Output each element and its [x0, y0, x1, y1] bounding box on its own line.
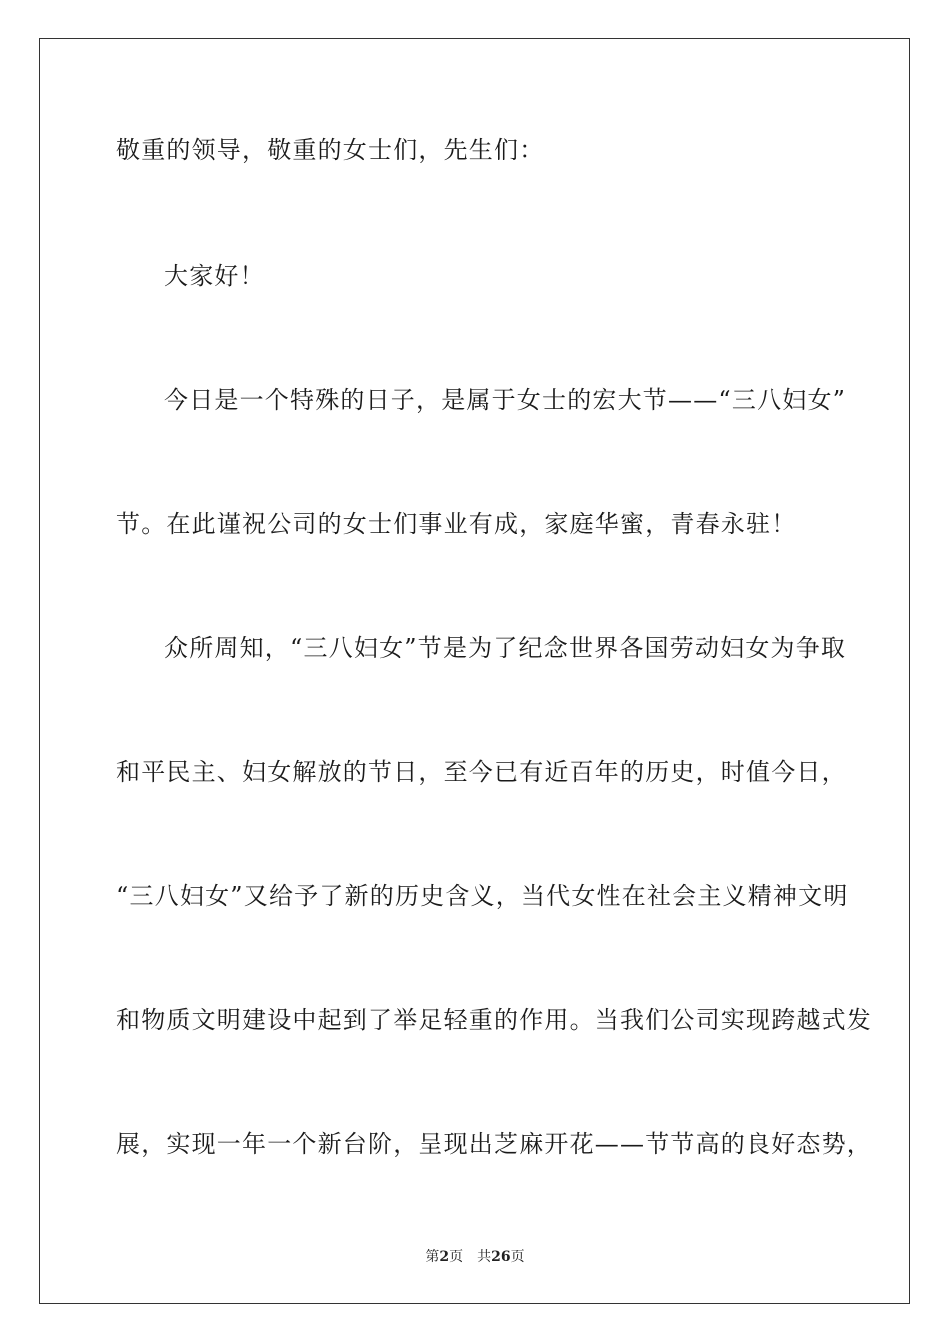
paragraph-line: 节。在此谨祝公司的女士们事业有成，家庭华蜜，青春永驻！	[116, 510, 797, 538]
page-footer	[0, 1248, 950, 1266]
greeting-line: 大家好！	[164, 262, 265, 290]
paragraph-line: 和平民主、妇女解放的节日，至今已有近百年的历史，时值今日，	[116, 758, 847, 786]
paragraph-line: 众所周知，“三八妇女”节是为了纪念世界各国劳动妇女为争取	[164, 634, 847, 662]
total-label-prefix: 共	[477, 1249, 492, 1265]
page-label-prefix: 第	[425, 1249, 440, 1265]
total-label-suffix: 页	[510, 1249, 525, 1265]
page-label-suffix: 页	[449, 1249, 464, 1265]
page-border	[39, 38, 910, 1304]
page-number: 2	[439, 1249, 450, 1265]
paragraph-line: 和物质文明建设中起到了举足轻重的作用。当我们公司实现跨越式发	[116, 1006, 872, 1034]
paragraph-line: 展，实现一年一个新台阶，呈现出芝麻开花——节节高的良好态势，	[116, 1130, 872, 1158]
salutation-line: 敬重的领导，敬重的女士们，先生们：	[116, 136, 545, 164]
paragraph-line: “三八妇女”又给予了新的历史含义，当代女性在社会主义精神文明	[116, 882, 849, 910]
paragraph-line: 今日是一个特殊的日子，是属于女士的宏大节——“三八妇女”	[164, 386, 847, 414]
total-pages: 26	[491, 1249, 511, 1265]
